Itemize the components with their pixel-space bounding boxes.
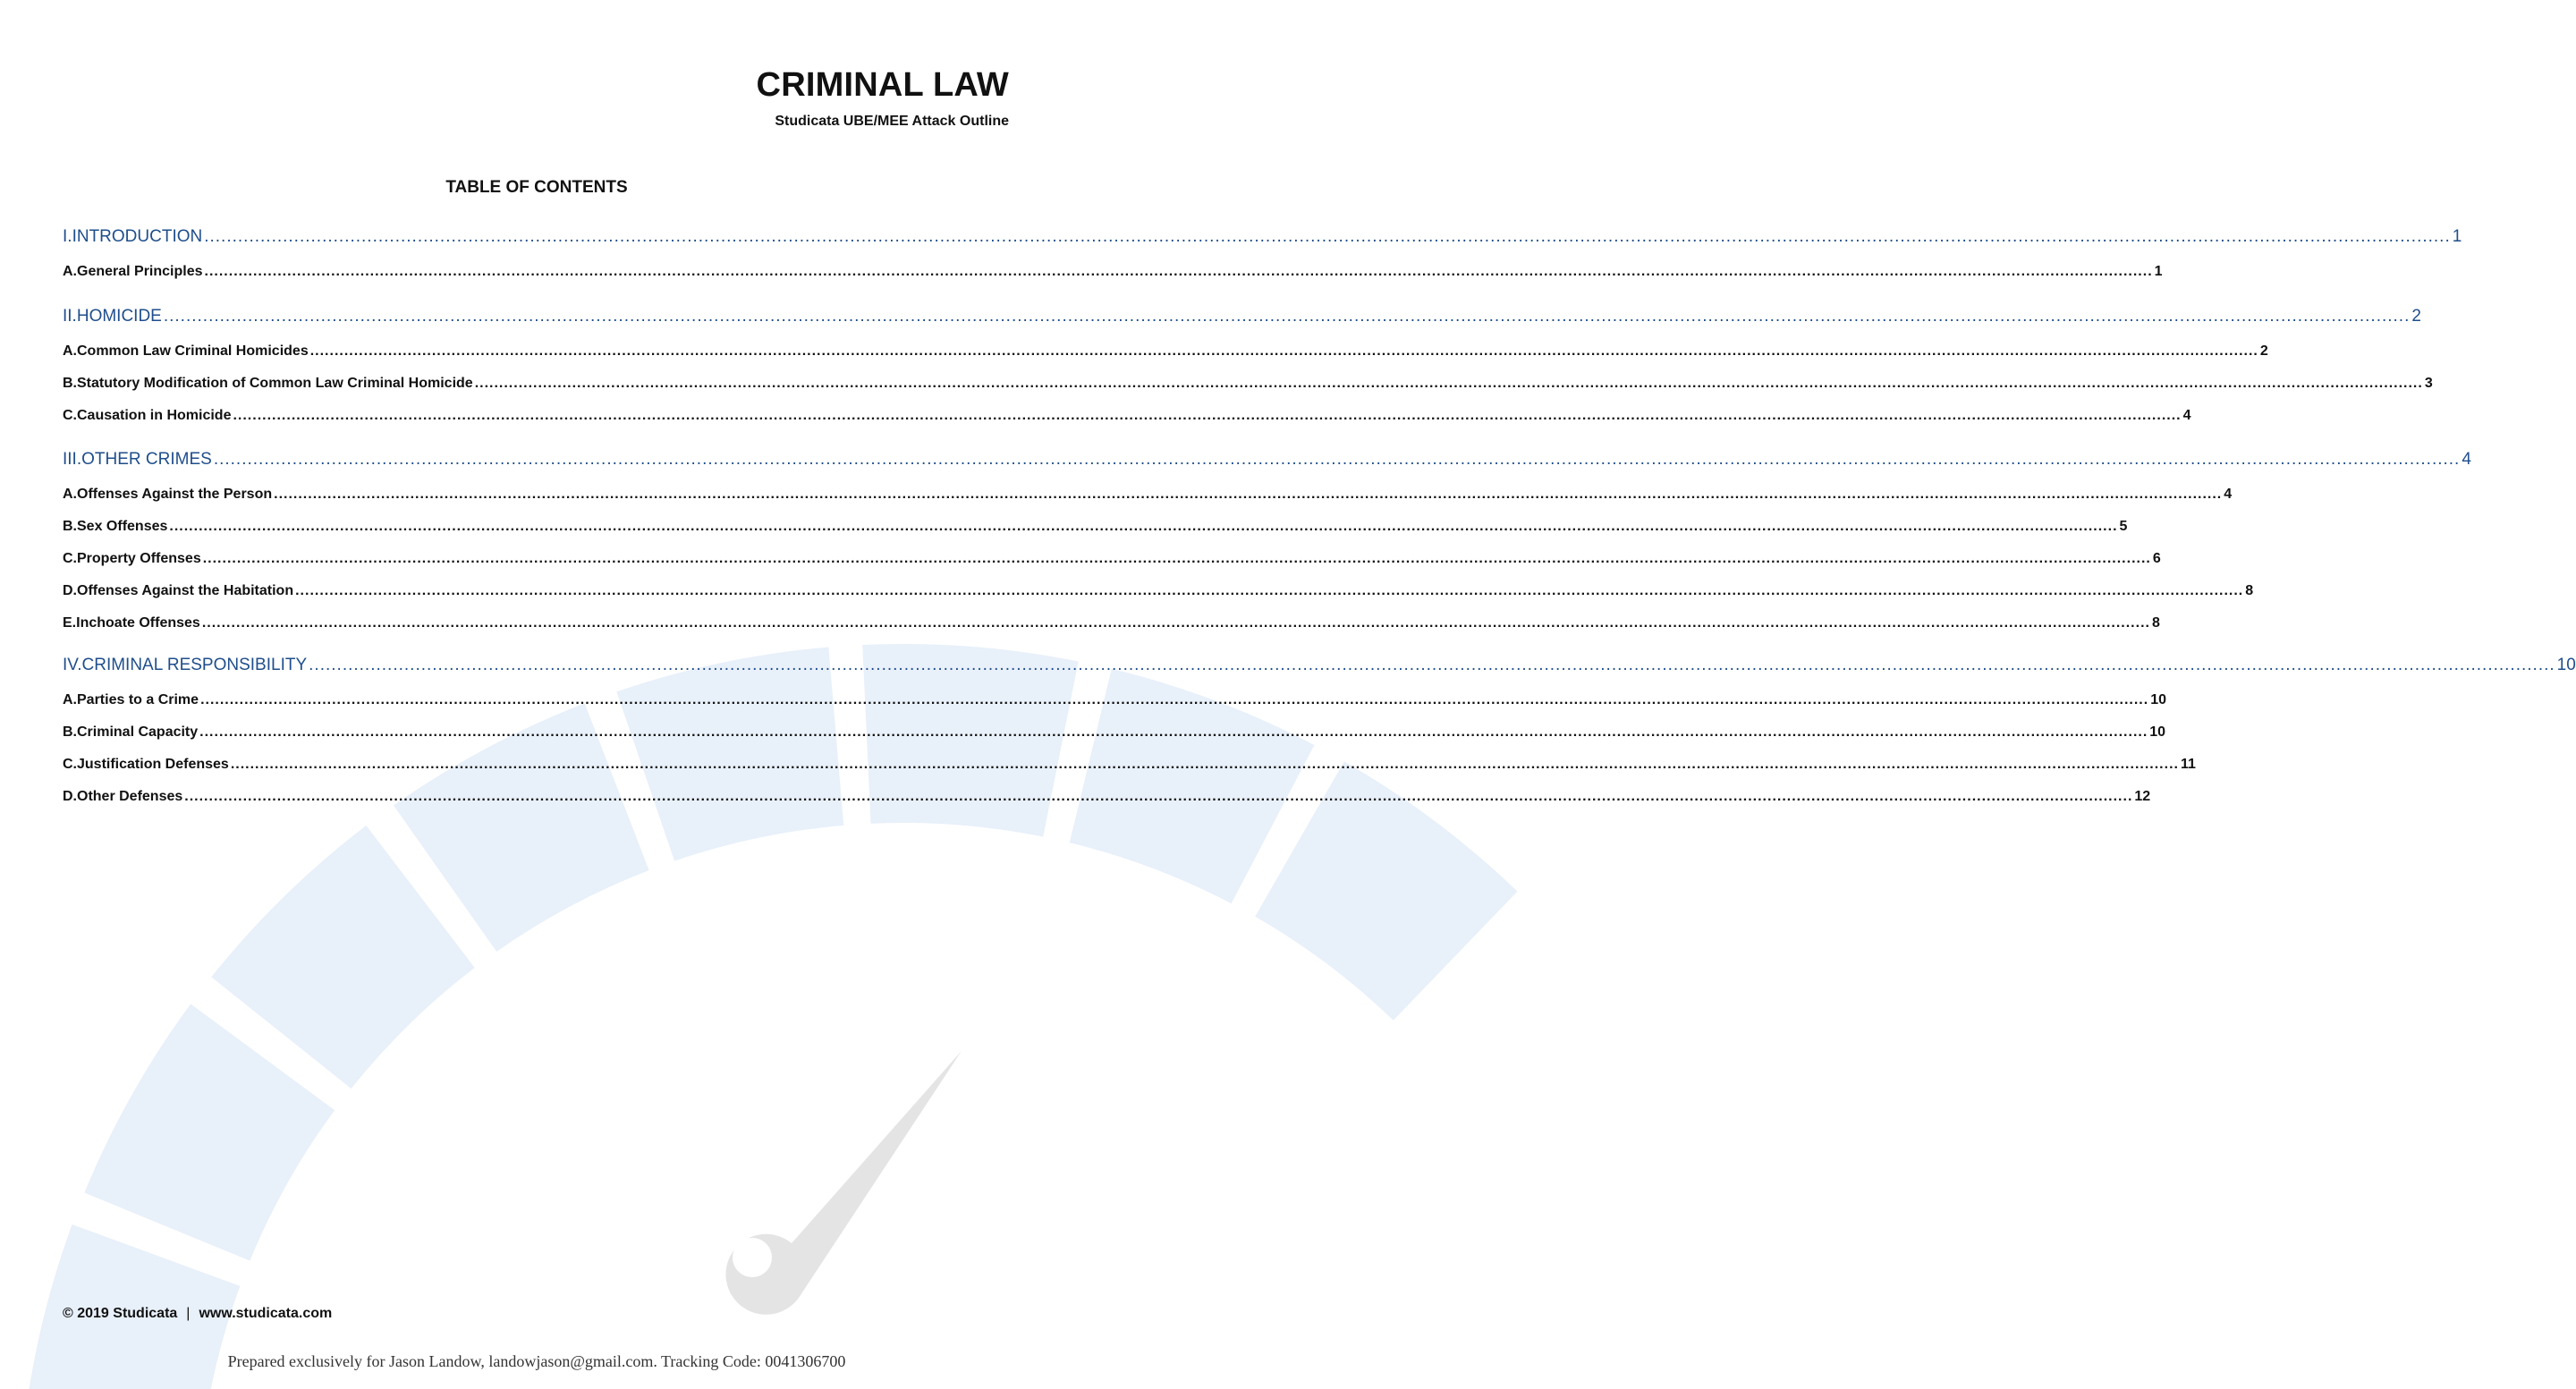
toc-item-label: Statutory Modification of Common Law Criminal Homicide bbox=[77, 376, 473, 391]
toc-item-page: 1 bbox=[2154, 264, 2163, 279]
toc-item-page: 10 bbox=[2149, 724, 2166, 740]
toc-leader-dots: ................................................................................................................................................................................................................................................................................................................................................................................................................ bbox=[233, 408, 2182, 423]
toc-section-page: 2 bbox=[2411, 307, 2421, 326]
toc-item-row[interactable] bbox=[63, 692, 2166, 708]
document-subtitle: Studicata UBE/MEE Attack Outline bbox=[775, 114, 1009, 129]
toc-item-page: 10 bbox=[2150, 692, 2166, 707]
tracking-notice: Prepared exclusively for Jason Landow, landowjason@gmail.com. Tracking Code: 0041306700 bbox=[227, 1352, 846, 1370]
toc-item-letter: A. bbox=[63, 343, 77, 359]
toc-item-page: 4 bbox=[2224, 487, 2233, 502]
toc-section-number: II. bbox=[63, 307, 77, 326]
toc-item-page: 2 bbox=[2259, 343, 2268, 359]
toc-leader-dots: ................................................................................................................................................................................................................................................................................................................................................................................................................ bbox=[274, 487, 2223, 502]
footer bbox=[63, 1306, 332, 1322]
toc-item-label: General Principles bbox=[77, 264, 203, 279]
toc-leader-dots: ................................................................................................................................................................................................................................................................................................................................................................................................................ bbox=[295, 583, 2244, 598]
toc-item-label: Property Offenses bbox=[77, 551, 201, 566]
toc-section-label: OTHER CRIMES bbox=[81, 450, 212, 469]
toc-item-label: Sex Offenses bbox=[77, 519, 168, 534]
toc-section-label: CRIMINAL RESPONSIBILITY bbox=[81, 656, 308, 674]
toc-item-letter: D. bbox=[63, 789, 77, 804]
toc-item-letter: B. bbox=[63, 376, 77, 391]
toc-item-page: 3 bbox=[2424, 376, 2433, 391]
toc-leader-dots: ................................................................................................................................................................................................................................................................................................................................................................................................................ bbox=[474, 376, 2423, 391]
website-link[interactable]: www.studicata.com bbox=[199, 1306, 333, 1321]
toc-item-row[interactable] bbox=[63, 757, 2196, 773]
toc-item-row[interactable] bbox=[63, 551, 2161, 567]
toc-section-label: INTRODUCTION bbox=[72, 227, 203, 246]
toc-section-row[interactable] bbox=[63, 656, 2576, 675]
toc-section-label: HOMICIDE bbox=[76, 307, 162, 326]
toc-section-page: 10 bbox=[2556, 656, 2576, 674]
toc-item-page: 4 bbox=[2182, 408, 2191, 423]
toc-item-label: Other Defenses bbox=[77, 789, 183, 804]
toc-item-letter: A. bbox=[63, 692, 77, 707]
toc-item-row[interactable] bbox=[63, 583, 2254, 599]
toc-section-page: 1 bbox=[2452, 227, 2462, 246]
toc-item-letter: A. bbox=[63, 264, 77, 279]
toc-item-label: Offenses Against the Habitation bbox=[77, 583, 294, 598]
toc-item-label: Offenses Against the Person bbox=[77, 487, 273, 502]
toc-section-row[interactable] bbox=[63, 307, 2421, 326]
toc-leader-dots: ................................................................................................................................................................................................................................................................................................................................................................................................................ bbox=[199, 724, 2148, 740]
toc-item-row[interactable] bbox=[63, 487, 2233, 503]
toc-item-page: 8 bbox=[2245, 583, 2254, 598]
toc-item-label: Inchoate Offenses bbox=[76, 615, 200, 631]
toc-leader-dots: ................................................................................................................................................................................................................................................................................................................................................................................................................ bbox=[163, 307, 2411, 326]
toc-section-number: I. bbox=[63, 227, 72, 246]
toc-item-page: 11 bbox=[2180, 757, 2196, 772]
toc-leader-dots: ................................................................................................................................................................................................................................................................................................................................................................................................................ bbox=[169, 519, 2118, 534]
toc-item-label: Causation in Homicide bbox=[77, 408, 232, 423]
toc-item-letter: C. bbox=[63, 551, 77, 566]
toc-leader-dots: ................................................................................................................................................................................................................................................................................................................................................................................................................ bbox=[204, 264, 2153, 279]
toc-heading: TABLE OF CONTENTS bbox=[445, 178, 628, 197]
toc-item-letter: C. bbox=[63, 408, 77, 423]
toc-item-row[interactable] bbox=[63, 264, 2163, 280]
document-title: CRIMINAL LAW bbox=[756, 66, 1009, 104]
copyright: © 2019 Studicata bbox=[63, 1306, 178, 1321]
toc-item-row[interactable] bbox=[63, 343, 2268, 360]
toc-leader-dots: ................................................................................................................................................................................................................................................................................................................................................................................................................ bbox=[204, 227, 2451, 246]
footer-separator: | bbox=[186, 1306, 191, 1321]
toc-item-letter: E. bbox=[63, 615, 77, 631]
toc-item-label: Parties to a Crime bbox=[77, 692, 199, 707]
toc-item-row[interactable] bbox=[63, 408, 2191, 424]
toc-item-page: 12 bbox=[2134, 789, 2151, 804]
toc-item-row[interactable] bbox=[63, 724, 2166, 741]
toc-section-number: IV. bbox=[63, 656, 82, 674]
toc-leader-dots: ................................................................................................................................................................................................................................................................................................................................................................................................................ bbox=[202, 551, 2151, 566]
toc-leader-dots: ................................................................................................................................................................................................................................................................................................................................................................................................................ bbox=[230, 757, 2179, 772]
toc-leader-dots: ................................................................................................................................................................................................................................................................................................................................................................................................................ bbox=[184, 789, 2133, 804]
toc-item-page: 5 bbox=[2119, 519, 2128, 534]
toc-item-row[interactable] bbox=[63, 615, 2160, 631]
toc-section-page: 4 bbox=[2462, 450, 2471, 469]
toc-item-row[interactable] bbox=[63, 789, 2151, 805]
toc-item-letter: B. bbox=[63, 724, 77, 740]
toc-item-letter: B. bbox=[63, 519, 77, 534]
toc-item-row[interactable] bbox=[63, 519, 2128, 535]
toc-item-row[interactable] bbox=[63, 376, 2433, 392]
toc-section-number: III. bbox=[63, 450, 82, 469]
toc-item-page: 6 bbox=[2152, 551, 2161, 566]
toc-item-letter: A. bbox=[63, 487, 77, 502]
toc-item-label: Justification Defenses bbox=[77, 757, 229, 772]
toc-item-page: 8 bbox=[2151, 615, 2160, 631]
toc-leader-dots: ................................................................................................................................................................................................................................................................................................................................................................................................................ bbox=[213, 450, 2461, 469]
toc-item-label: Criminal Capacity bbox=[77, 724, 199, 740]
toc-leader-dots: ................................................................................................................................................................................................................................................................................................................................................................................................................ bbox=[309, 656, 2555, 674]
toc-leader-dots: ................................................................................................................................................................................................................................................................................................................................................................................................................ bbox=[309, 343, 2258, 359]
toc-item-letter: C. bbox=[63, 757, 77, 772]
toc-section-row[interactable] bbox=[63, 227, 2462, 247]
toc-leader-dots: ................................................................................................................................................................................................................................................................................................................................................................................................................ bbox=[200, 692, 2149, 707]
toc-item-letter: D. bbox=[63, 583, 77, 598]
toc-leader-dots: ................................................................................................................................................................................................................................................................................................................................................................................................................ bbox=[201, 615, 2150, 631]
toc-item-label: Common Law Criminal Homicides bbox=[77, 343, 309, 359]
toc-section-row[interactable] bbox=[63, 450, 2471, 470]
